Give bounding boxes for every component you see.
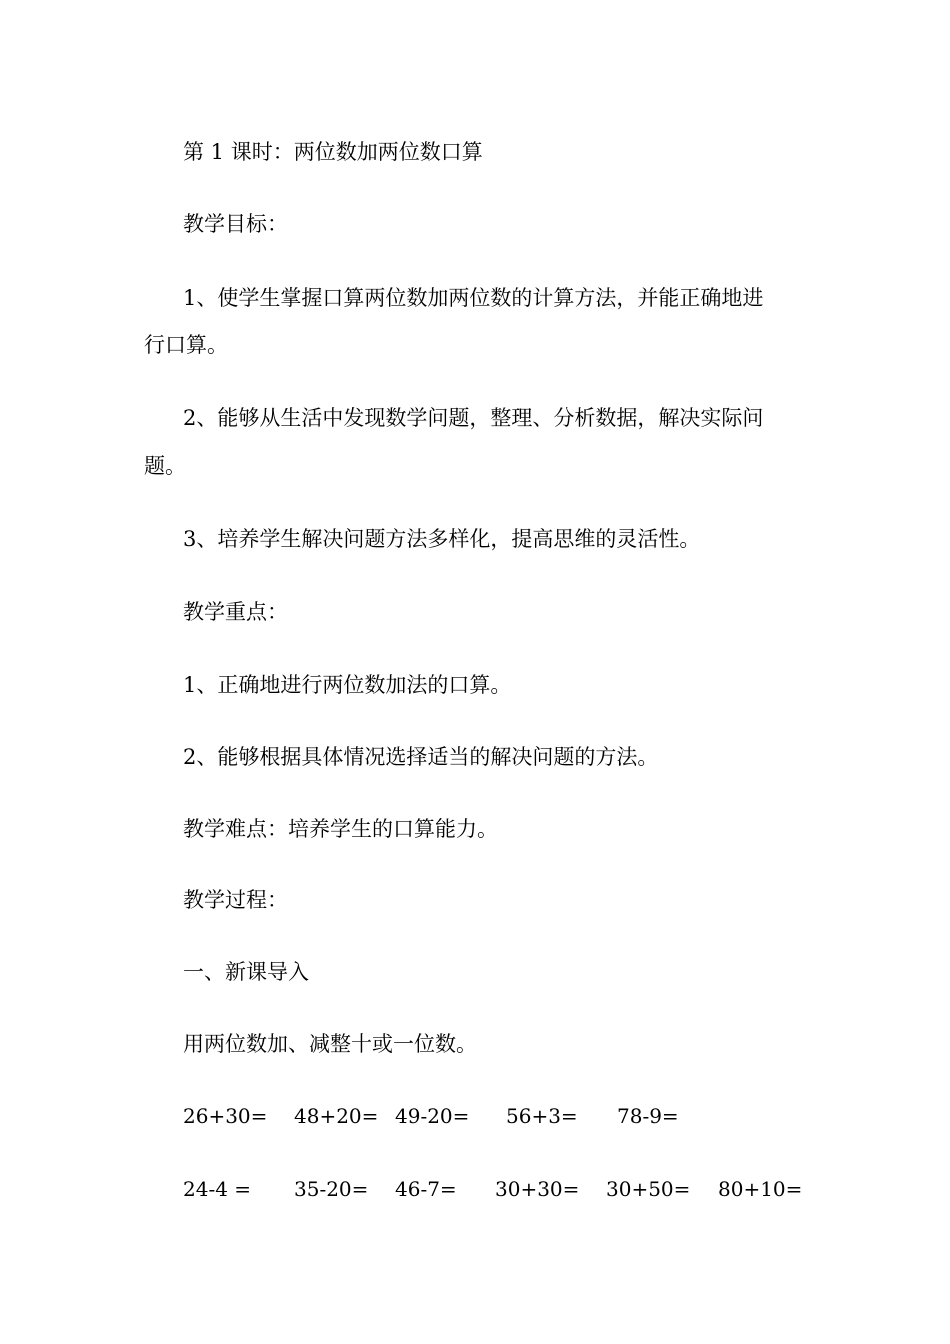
key-points-heading: 教学重点： <box>183 600 288 624</box>
exercise-item: 46-7= <box>395 1177 457 1201</box>
objective-1-line-2: 行口算。 <box>144 333 228 357</box>
objectives-heading: 教学目标： <box>183 212 288 236</box>
objective-3: 3、培养学生解决问题方法多样化，提高思维的灵活性。 <box>183 527 701 551</box>
exercise-item: 56+3= <box>506 1104 578 1128</box>
objective-1-line-1: 1、使学生掌握口算两位数加两位数的计算方法，并能正确地进 <box>183 286 764 310</box>
exercise-item: 48+20= <box>294 1104 379 1128</box>
objective-2-line-2: 题。 <box>144 454 186 478</box>
exercise-item: 78-9= <box>617 1104 679 1128</box>
exercise-item: 49-20= <box>395 1104 470 1128</box>
difficulty: 教学难点：培养学生的口算能力。 <box>183 817 498 841</box>
exercise-item: 26+30= <box>183 1104 268 1128</box>
exercise-item: 24-4 = <box>183 1177 252 1201</box>
process-heading: 教学过程： <box>183 888 288 912</box>
lesson-title: 第 1 课时：两位数加两位数口算 <box>183 140 483 164</box>
section-1-heading: 一、新课导入 <box>183 960 309 984</box>
exercise-item: 35-20= <box>294 1177 369 1201</box>
exercise-item: 30+50= <box>606 1177 691 1201</box>
exercise-item: 80+10= <box>718 1177 803 1201</box>
key-point-1: 1、正确地进行两位数加法的口算。 <box>183 673 512 697</box>
section-1-intro: 用两位数加、减整十或一位数。 <box>183 1032 477 1056</box>
key-point-2: 2、能够根据具体情况选择适当的解决问题的方法。 <box>183 745 659 769</box>
objective-2-line-1: 2、能够从生活中发现数学问题，整理、分析数据，解决实际问 <box>183 406 764 430</box>
exercise-item: 30+30= <box>495 1177 580 1201</box>
